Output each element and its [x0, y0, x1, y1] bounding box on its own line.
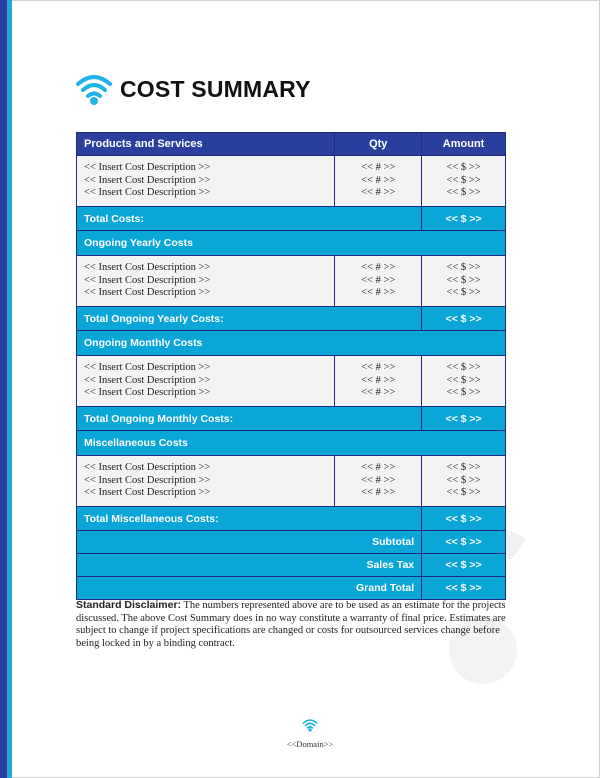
cost-amount: << $ >>	[446, 387, 481, 399]
description-cell[interactable]	[77, 456, 335, 507]
section-heading-row	[77, 331, 506, 356]
amount-cell[interactable]	[422, 256, 506, 307]
subtotal-label: Subtotal	[77, 531, 422, 554]
cost-description: << Insert Cost Description >>	[84, 487, 211, 499]
description-cell[interactable]	[77, 356, 335, 407]
footer-domain: <<Domain>>	[286, 739, 334, 749]
wifi-icon	[76, 72, 112, 106]
cost-summary-table	[76, 132, 506, 600]
cost-qty: << # >>	[361, 374, 396, 386]
cost-description: << Insert Cost Description >>	[84, 374, 211, 386]
cost-qty: << # >>	[361, 474, 396, 486]
cost-amount: << $ >>	[446, 287, 481, 299]
cost-qty: << # >>	[361, 387, 396, 399]
cost-qty: << # >>	[361, 362, 396, 374]
description-cell[interactable]	[77, 256, 335, 307]
side-band-dark	[0, 0, 7, 778]
cost-amount: << $ >>	[446, 274, 481, 286]
description-cell[interactable]	[77, 156, 335, 207]
cost-amount: << $ >>	[446, 162, 481, 174]
sales-tax-value[interactable]: << $ >>	[422, 554, 506, 577]
total-yearly-row	[77, 307, 506, 331]
cost-amount: << $ >>	[446, 362, 481, 374]
total-monthly-row	[77, 407, 506, 431]
amount-cell[interactable]	[422, 356, 506, 407]
disclaimer-body: The numbers represented above are to be used as an estimate for the projects discussed. The above Cost Summary does in no way constitute a warranty of final price. Estimates are subject to change if project specifications are changed or costs for outsourced services change before being locked in by a binding contract.	[76, 600, 506, 649]
section-heading-misc: Miscellaneous Costs	[77, 431, 506, 456]
cost-qty: << # >>	[361, 174, 396, 186]
column-header-qty: Qty	[335, 133, 422, 156]
disclaimer-title: Standard Disclaimer:	[76, 599, 182, 611]
cost-qty: << # >>	[361, 287, 396, 299]
subtotal-value[interactable]: << $ >>	[422, 531, 506, 554]
total-misc-row	[77, 507, 506, 531]
cost-amount: << $ >>	[446, 462, 481, 474]
section-heading-row	[77, 231, 506, 256]
section-heading-monthly: Ongoing Monthly Costs	[77, 331, 506, 356]
table-row	[77, 456, 506, 507]
amount-cell[interactable]	[422, 456, 506, 507]
cost-amount: << $ >>	[446, 474, 481, 486]
amount-cell[interactable]	[422, 156, 506, 207]
grand-total-label: Grand Total	[77, 577, 422, 600]
table-row	[77, 256, 506, 307]
page-header	[76, 72, 311, 106]
cost-description: << Insert Cost Description >>	[84, 362, 211, 374]
page-footer	[270, 718, 350, 749]
subtotal-row	[77, 531, 506, 554]
cost-description: << Insert Cost Description >>	[84, 274, 211, 286]
column-header-description: Products and Services	[77, 133, 335, 156]
cost-qty: << # >>	[361, 162, 396, 174]
table-header-row	[77, 133, 506, 156]
table-row	[77, 156, 506, 207]
cost-qty: << # >>	[361, 187, 396, 199]
sales-tax-label: Sales Tax	[77, 554, 422, 577]
cost-qty: << # >>	[361, 274, 396, 286]
qty-cell[interactable]	[335, 456, 422, 507]
cost-amount: << $ >>	[446, 487, 481, 499]
cost-amount: << $ >>	[446, 174, 481, 186]
section-heading-yearly: Ongoing Yearly Costs	[77, 231, 506, 256]
side-band-light	[7, 0, 12, 778]
cost-amount: << $ >>	[446, 374, 481, 386]
page-title: COST SUMMARY	[120, 75, 311, 102]
section-heading-row	[77, 431, 506, 456]
total-costs-row	[77, 207, 506, 231]
cost-description: << Insert Cost Description >>	[84, 187, 211, 199]
column-header-amount: Amount	[422, 133, 506, 156]
cost-description: << Insert Cost Description >>	[84, 262, 211, 274]
total-yearly-value[interactable]: << $ >>	[422, 307, 506, 331]
grand-total-value[interactable]: << $ >>	[422, 577, 506, 600]
table-row	[77, 356, 506, 407]
cost-qty: << # >>	[361, 262, 396, 274]
cost-description: << Insert Cost Description >>	[84, 162, 211, 174]
qty-cell[interactable]	[335, 356, 422, 407]
total-costs-value[interactable]: << $ >>	[422, 207, 506, 231]
grand-total-row	[77, 577, 506, 600]
cost-description: << Insert Cost Description >>	[84, 462, 211, 474]
cost-qty: << # >>	[361, 462, 396, 474]
qty-cell[interactable]	[335, 256, 422, 307]
total-costs-label: Total Costs:	[77, 207, 422, 231]
total-yearly-label: Total Ongoing Yearly Costs:	[77, 307, 422, 331]
total-monthly-value[interactable]: << $ >>	[422, 407, 506, 431]
total-misc-label: Total Miscellaneous Costs:	[77, 507, 422, 531]
cost-description: << Insert Cost Description >>	[84, 474, 211, 486]
wifi-icon	[302, 718, 318, 732]
total-misc-value[interactable]: << $ >>	[422, 507, 506, 531]
cost-amount: << $ >>	[446, 262, 481, 274]
cost-description: << Insert Cost Description >>	[84, 174, 211, 186]
cost-qty: << # >>	[361, 487, 396, 499]
qty-cell[interactable]	[335, 156, 422, 207]
cost-description: << Insert Cost Description >>	[84, 287, 211, 299]
total-monthly-label: Total Ongoing Monthly Costs:	[77, 407, 422, 431]
cost-description: << Insert Cost Description >>	[84, 387, 211, 399]
sales-tax-row	[77, 554, 506, 577]
cost-amount: << $ >>	[446, 187, 481, 199]
disclaimer	[76, 599, 516, 650]
